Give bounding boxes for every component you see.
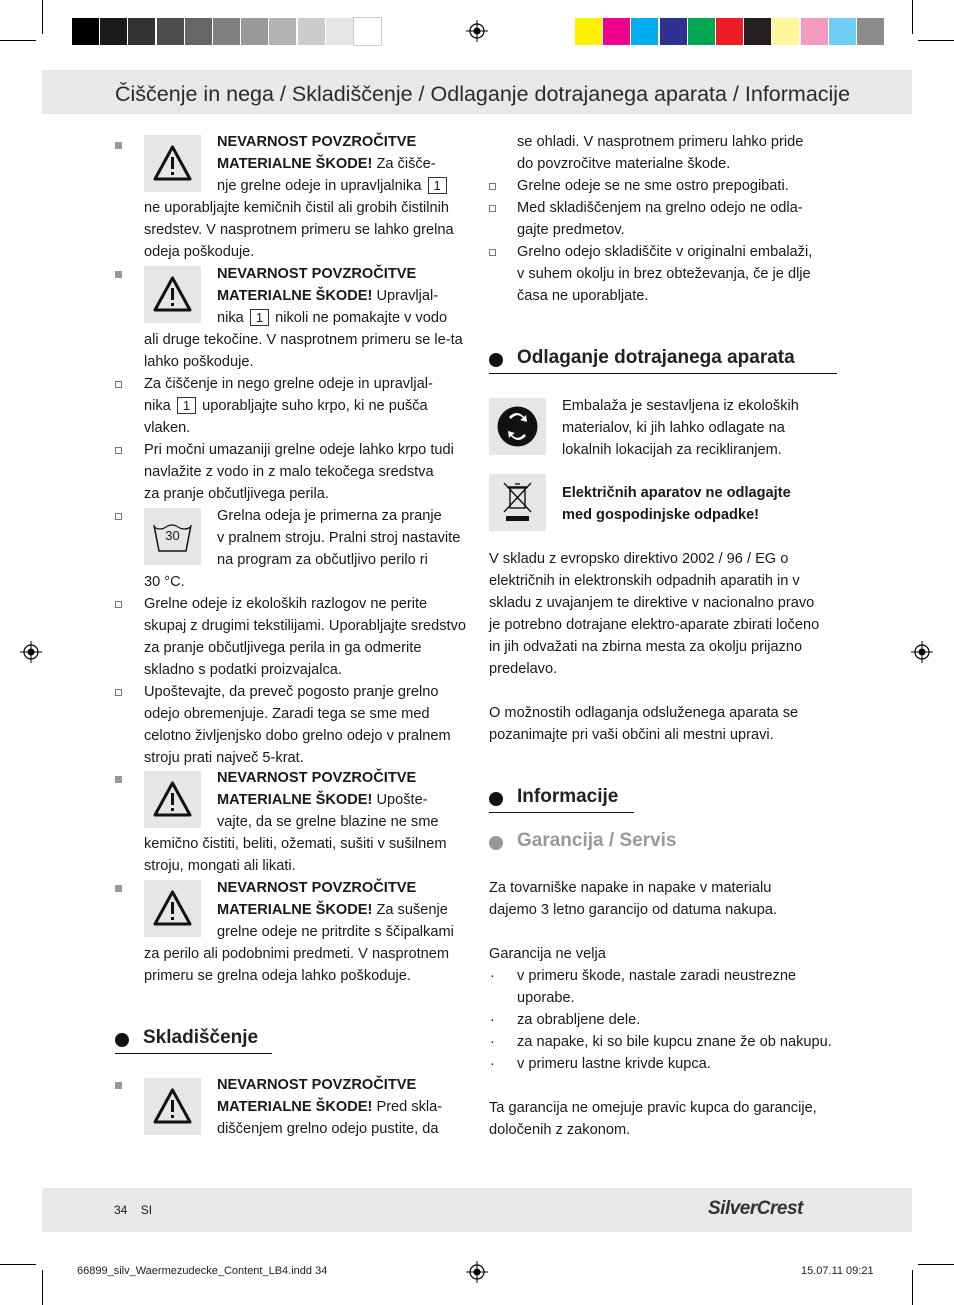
registration-mark-icon [466, 1261, 488, 1283]
warning-triangle-icon [144, 880, 201, 937]
warning-text-line [217, 175, 449, 197]
list-item-text: Grelna odeja je primerna za pranje [217, 508, 442, 524]
list-item-text: Grelno odejo skladiščite v originalni embalaži, [517, 244, 813, 260]
warning-triangle-icon [144, 771, 201, 828]
warning-triangle-icon [144, 1078, 201, 1135]
green-dot-recycling-icon [489, 398, 546, 455]
warning-heading: NEVARNOST POVZROČITVE [217, 880, 417, 896]
warning-box [144, 880, 201, 937]
warning-text: kemično čistiti, beliti, ožemati, sušiti v sušilnem [144, 836, 447, 852]
recycling-symbol-box [489, 398, 546, 455]
open-square-bullet [115, 513, 122, 520]
dot-bullet: · [490, 1034, 495, 1050]
warning-text: nje grelne odeje in upravljalnika [217, 178, 422, 194]
crop-mark [42, 1270, 43, 1305]
color-swatch [801, 18, 828, 45]
body-text: določenih z zakonom. [489, 1122, 631, 1138]
list-item-text: v primeru lastne krivde kupca. [517, 1056, 711, 1072]
page-number: 34 [114, 1203, 128, 1217]
section-rule [489, 373, 837, 374]
list-item-text: nika [144, 398, 171, 414]
list-item-text: gajte predmetov. [517, 222, 625, 238]
warning-text: Za sušenje [372, 902, 448, 918]
open-square-bullet [115, 381, 122, 388]
body-text: Za tovarniške napake in napake v materialu [489, 880, 772, 896]
warning-box [144, 771, 201, 828]
warning-text-line [217, 899, 448, 921]
open-square-bullet [489, 183, 496, 190]
crop-mark [912, 1270, 913, 1305]
color-swatch [213, 18, 240, 45]
square-bullet [115, 776, 122, 783]
page-title: Čiščenje in nega / Skladiščenje / Odlaganje dotrajanega aparata / Informacije [115, 82, 851, 106]
warning-triangle-icon [144, 266, 201, 323]
item-number-badge: 1 [250, 309, 269, 326]
page-number-line [114, 1203, 152, 1217]
section-heading-storage: Skladiščenje [143, 1027, 259, 1048]
warning-heading: MATERIALNE ŠKODE! [217, 156, 373, 172]
body-text: in jih odvažati na zbirna mesta za okolju prijazno [489, 639, 803, 655]
list-item-text: za pranje občutljivega perila. [144, 486, 329, 502]
warning-heading: NEVARNOST POVZROČITVE [217, 266, 417, 282]
square-bullet [115, 885, 122, 892]
body-text: dajemo 3 letno garancijo od datuma nakupa. [489, 902, 778, 918]
list-item-text: Za čiščenje in nego grelne odeje in upravljal- [144, 376, 433, 392]
warning-text: Upravljal- [372, 288, 439, 304]
list-item-text: Med skladiščenjem na grelno odejo ne odla- [517, 200, 803, 216]
item-number-badge: 1 [177, 397, 196, 414]
warning-text: ne uporabljajte kemičnih čistil ali grobih čistilnih [144, 200, 449, 216]
list-item-text: stroju prati največ 5-krat. [144, 750, 304, 766]
list-item-text: odejo obremenjuje. Zaradi tega se sme med [144, 706, 430, 722]
body-text: V skladu z evropsko direktivo 2002 / 96 / EG o [489, 551, 789, 567]
brand-logo: SilverCrest [708, 1198, 803, 1219]
warning-text-line [217, 789, 428, 811]
warning-heading: NEVARNOST POVZROČITVE [217, 134, 417, 150]
subsection-heading-warranty: Garancija / Servis [517, 830, 677, 851]
color-swatch [100, 18, 127, 45]
section-heading-disposal: Odlaganje dotrajanega aparata [517, 347, 795, 368]
color-swatch [631, 18, 658, 45]
weee-warning: Električnih aparatov ne odlagajte [562, 485, 791, 501]
warning-text: sredstev. V nasprotnem primeru se lahko grelna [144, 222, 454, 238]
body-text: električnih in elektronskih odpadnih aparatih in v [489, 573, 800, 589]
crop-mark [0, 40, 36, 41]
warning-box [144, 266, 201, 323]
list-item-text: 30 °C. [144, 574, 185, 590]
list-item-text: na program za občutljivo perilo ri [217, 552, 428, 568]
dot-bullet: · [490, 1012, 495, 1028]
warning-heading: MATERIALNE ŠKODE! [217, 1099, 373, 1115]
list-item-text: uporabljajte suho krpo, ki ne pušča [202, 398, 428, 414]
slug-filename: 66899_silv_Waermezudecke_Content_LB4.indd 34 [77, 1265, 328, 1277]
language-code: SI [140, 1203, 153, 1217]
dot-bullet: · [490, 968, 495, 984]
warning-text: vajte, da se grelne blazine ne sme [217, 814, 439, 830]
open-square-bullet [115, 447, 122, 454]
color-swatch [829, 18, 856, 45]
warning-heading: MATERIALNE ŠKODE! [217, 792, 373, 808]
list-item-text-line [144, 395, 428, 417]
section-bullet [489, 792, 503, 806]
body-text: do povzročitve materialne škode. [517, 156, 731, 172]
wash-temperature: 30 [165, 528, 180, 543]
list-item-text: v suhem okolju in brez obteževanja, če je dlje [517, 266, 811, 282]
color-swatch [354, 18, 381, 45]
warning-text: nika [217, 310, 244, 326]
body-text: Embalaža je sestavljena iz ekoloških [562, 398, 799, 414]
list-item-text: Upoštevajte, da preveč pogosto pranje grelno [144, 684, 439, 700]
color-swatch [128, 18, 155, 45]
warning-text: Upošte- [372, 792, 428, 808]
list-item-text: navlažite z vodo in z malo tekočega sredstva [144, 464, 434, 480]
list-item-text: za obrabljene dele. [517, 1012, 641, 1028]
list-item-text: Grelne odeje se ne sme ostro prepogibati. [517, 178, 789, 194]
section-rule [115, 1053, 272, 1054]
open-square-bullet [115, 689, 122, 696]
item-number-badge: 1 [428, 177, 447, 194]
warning-heading: NEVARNOST POVZROČITVE [217, 770, 417, 786]
list-item-text: časa ne uporabljate. [517, 288, 649, 304]
warning-text-line [217, 1096, 442, 1118]
color-swatch [269, 18, 296, 45]
warning-text: odeja poškoduje. [144, 244, 255, 260]
warning-text: grelne odeje ne pritrdite s ščipalkami [217, 924, 454, 940]
slug-date: 15.07.11 09:21 [801, 1265, 874, 1277]
color-swatch [575, 18, 602, 45]
list-item-text: v pralnem stroju. Pralni stroj nastavite [217, 530, 461, 546]
crossed-bin-icon [489, 474, 546, 531]
square-bullet [115, 271, 122, 278]
body-text: se ohladi. V nasprotnem primeru lahko pride [517, 134, 804, 150]
color-swatch [298, 18, 325, 45]
color-swatch [660, 18, 687, 45]
color-swatch [857, 18, 884, 45]
section-bullet [115, 1033, 129, 1047]
body-text: Garancija ne velja [489, 946, 606, 962]
color-swatch [603, 18, 630, 45]
list-item-text: v primeru škode, nastale zaradi neustrezne [517, 968, 797, 984]
color-swatch [688, 18, 715, 45]
warning-box [144, 1078, 201, 1135]
section-rule [489, 812, 634, 813]
list-item-text: celotno življenjsko dobo grelno odejo v pralnem [144, 728, 451, 744]
list-item-text: vlaken. [144, 420, 191, 436]
color-swatch [772, 18, 799, 45]
weee-warning: med gospodinjske odpadke! [562, 507, 760, 523]
body-text: O možnostih odlaganja odsluženega aparata se [489, 705, 799, 721]
subsection-bullet [489, 836, 503, 850]
body-text: materialov, ki jih lahko odlagate na [562, 420, 785, 436]
section-heading-info: Informacije [517, 786, 619, 807]
crop-mark [912, 0, 913, 34]
registration-mark-icon [466, 20, 488, 42]
body-text: je potrebno dotrajane elektro-aparate zbirati ločeno [489, 617, 820, 633]
crop-mark [42, 0, 43, 34]
warning-text-line [217, 285, 438, 307]
body-text: skladu z uvajanjem te direktive v nacionalno pravo [489, 595, 815, 611]
warning-text: nikoli ne pomakajte v vodo [275, 310, 448, 326]
weee-symbol-box [489, 474, 546, 531]
color-swatch [241, 18, 268, 45]
list-item-text: uporabe. [517, 990, 575, 1006]
warning-text: diščenjem grelno odejo pustite, da [217, 1121, 439, 1137]
warning-text: ali druge tekočine. V nasprotnem primeru se le-ta [144, 332, 463, 348]
body-text: lokalnih lokacijah za recikliranjem. [562, 442, 782, 458]
list-item-text: za pranje občutljivega perila in ga odmerite [144, 640, 422, 656]
body-text: predelavo. [489, 661, 558, 677]
warning-triangle-icon [144, 135, 201, 192]
body-text: pozanimajte pri vaši občini ali mestni upravi. [489, 727, 774, 743]
color-swatch [744, 18, 771, 45]
color-swatch [185, 18, 212, 45]
color-swatch [326, 18, 353, 45]
warning-text: stroju, mongati ali likati. [144, 858, 296, 874]
registration-mark-icon [911, 641, 933, 663]
warning-heading: MATERIALNE ŠKODE! [217, 902, 373, 918]
warning-text-line [217, 153, 436, 175]
color-swatch [716, 18, 743, 45]
registration-mark-icon [20, 641, 42, 663]
list-item-text: skladno s podatki proizvajalca. [144, 662, 342, 678]
list-item-text: Grelne odeje iz ekoloških razlogov ne perite [144, 596, 428, 612]
warning-text: Pred skla- [372, 1099, 443, 1115]
open-square-bullet [489, 205, 496, 212]
crop-mark [0, 1264, 36, 1265]
section-bullet [489, 353, 503, 367]
warning-text: primeru se grelna odeja lahko poškoduje. [144, 968, 411, 984]
warning-text: Za čišče- [372, 156, 436, 172]
color-swatch [157, 18, 184, 45]
warning-text: za perilo ali podobnimi predmeti. V nasprotnem [144, 946, 450, 962]
list-item-text: skupaj z drugimi tekstilijami. Uporabljajte sredstvo [144, 618, 466, 634]
list-item-text: Pri močni umazaniji grelne odeje lahko krpo tudi [144, 442, 454, 458]
warning-heading: NEVARNOST POVZROČITVE [217, 1077, 417, 1093]
crop-mark [918, 1264, 954, 1265]
list-item-text: za napake, ki so bile kupcu znane že ob nakupu. [517, 1034, 832, 1050]
warning-heading: MATERIALNE ŠKODE! [217, 288, 373, 304]
warning-text: lahko poškoduje. [144, 354, 254, 370]
warning-box [144, 135, 201, 192]
body-text: Ta garancija ne omejuje pravic kupca do garancije, [489, 1100, 817, 1116]
open-square-bullet [489, 249, 496, 256]
color-swatch [72, 18, 99, 45]
wash-symbol-box [144, 508, 201, 565]
square-bullet [115, 142, 122, 149]
square-bullet [115, 1082, 122, 1089]
dot-bullet: · [490, 1056, 495, 1072]
open-square-bullet [115, 601, 122, 608]
warning-text-line [217, 307, 447, 329]
crop-mark [918, 40, 954, 41]
